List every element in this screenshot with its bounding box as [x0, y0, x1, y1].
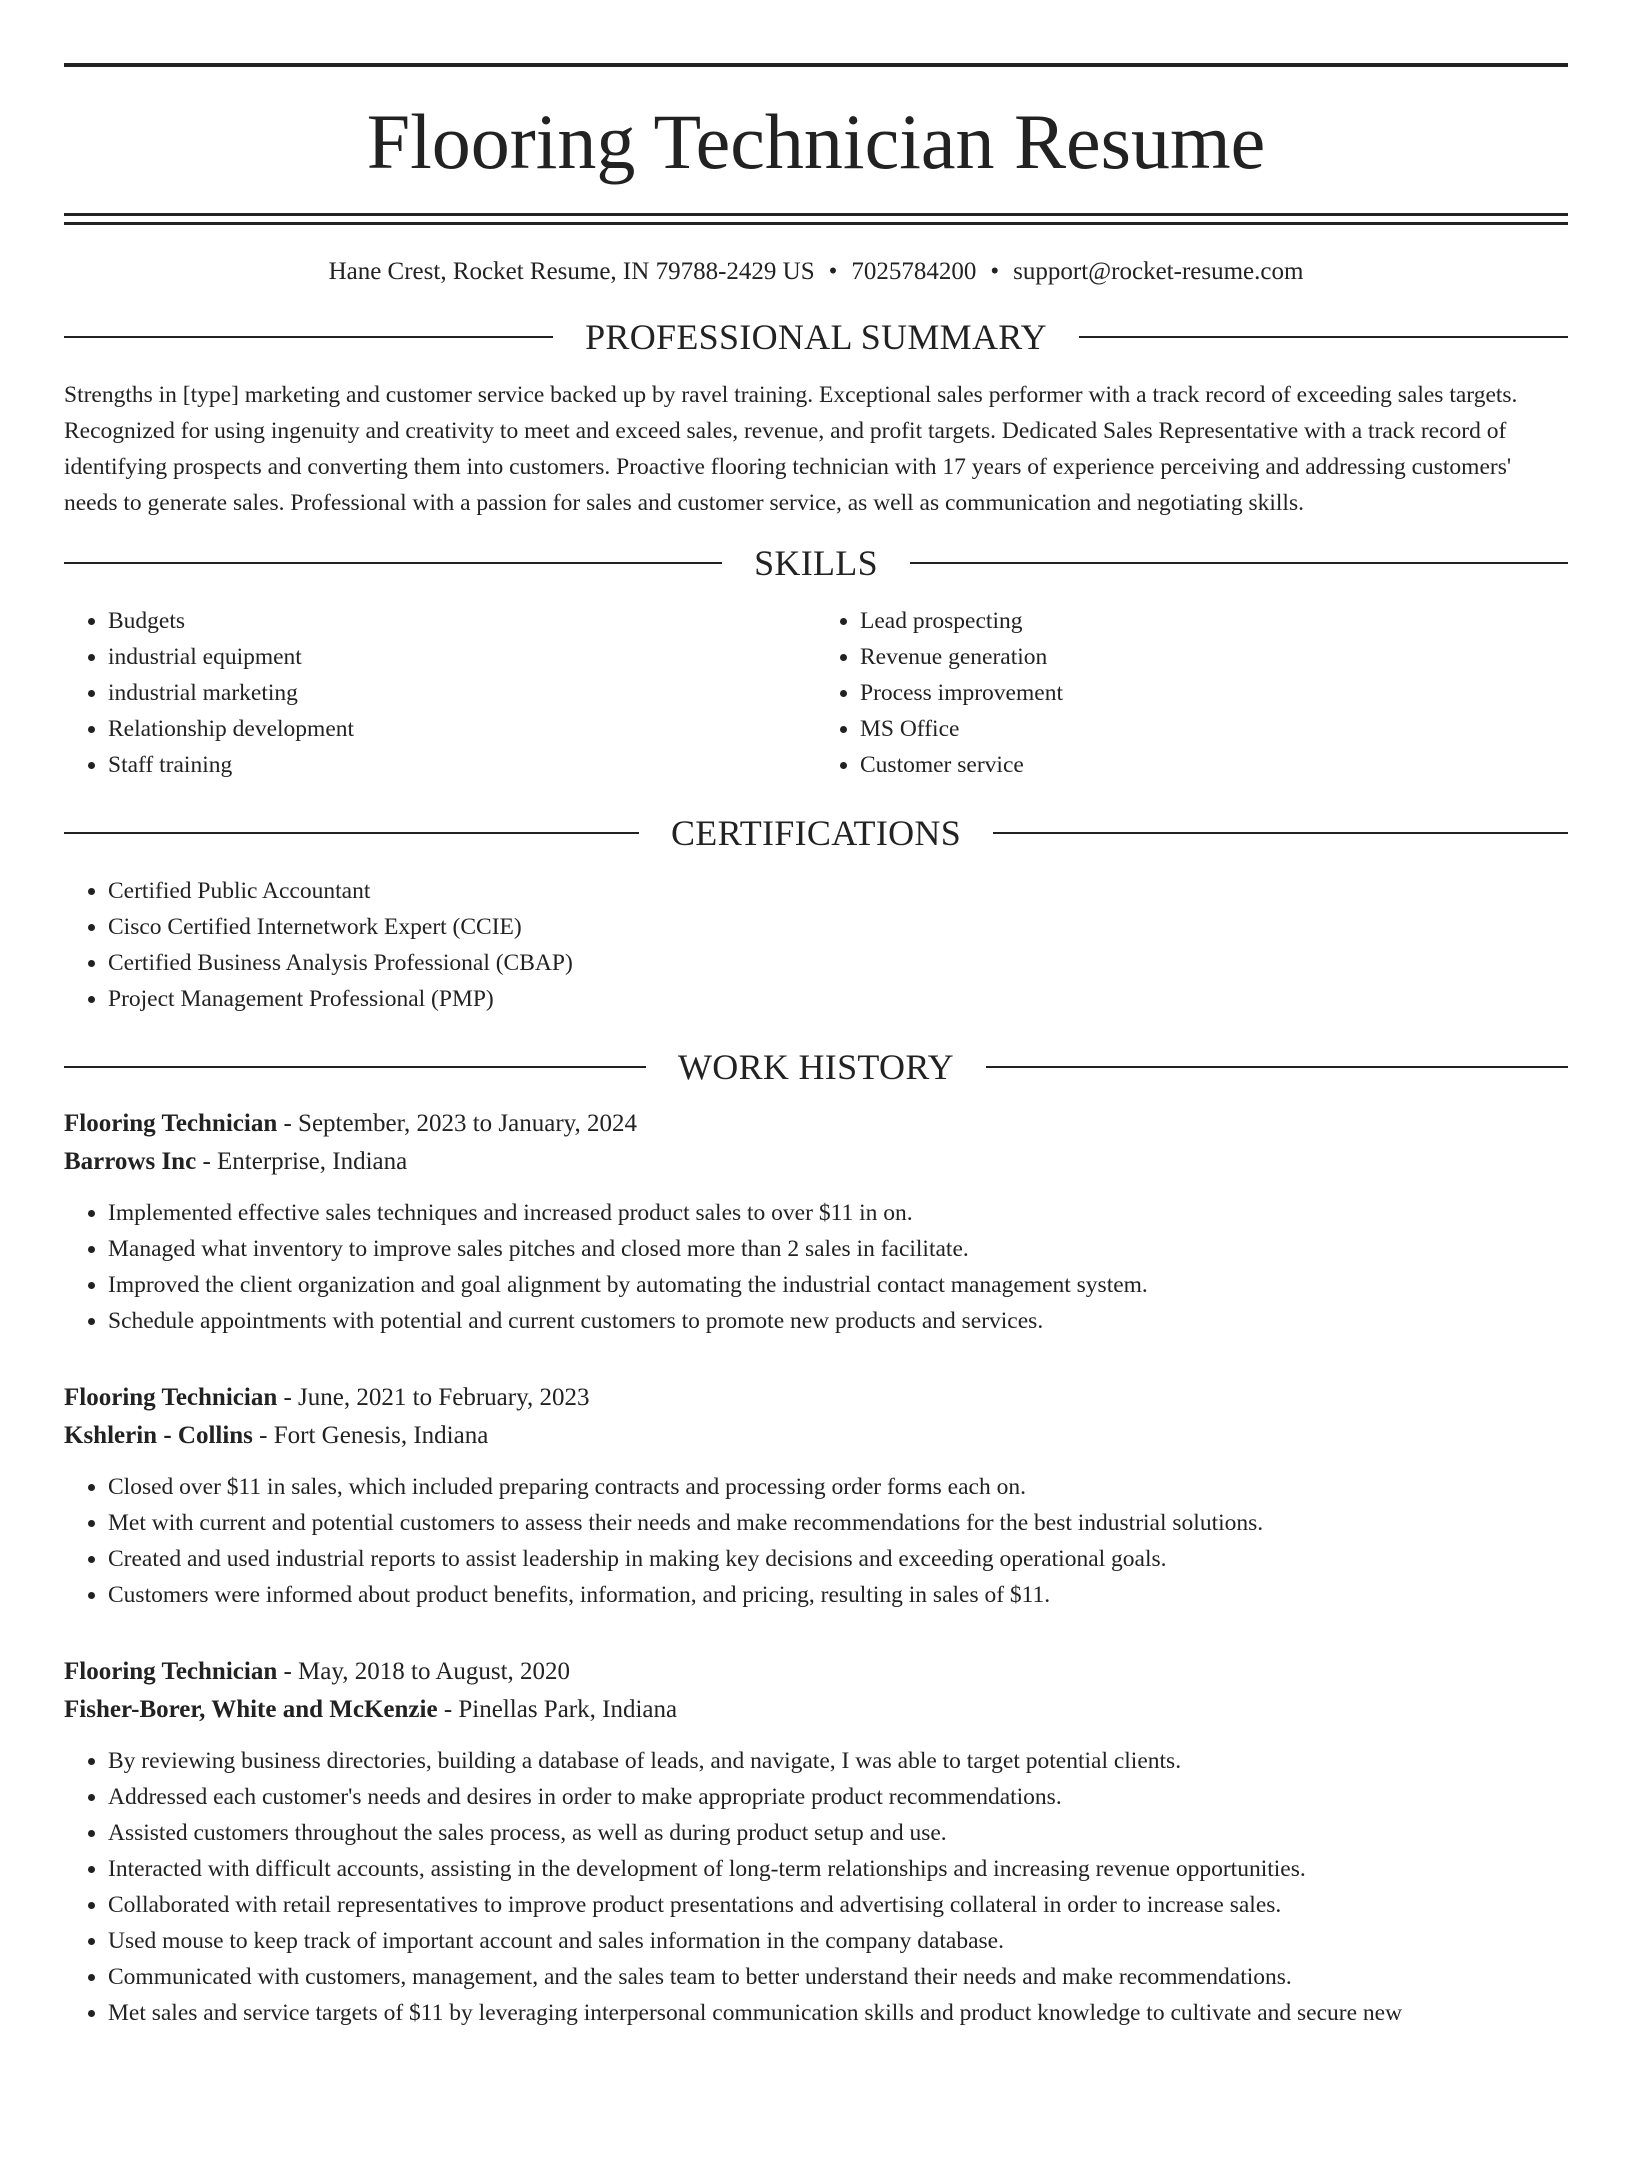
skill-item: • Process improvement	[860, 675, 1568, 711]
page-title: Flooring Technician Resume	[366, 98, 1266, 185]
divider-line	[910, 562, 1568, 564]
job-bullet: • Interacted with difficult accounts, assisting in the development of long-term relationships and increasing revenue opportunities.	[108, 1851, 1568, 1887]
section-header-skills	[64, 542, 1568, 583]
contact-separator: •	[828, 258, 838, 285]
skill-item: • Relationship development	[108, 711, 816, 747]
divider-line	[64, 562, 722, 564]
certification-item: • Certified Public Accountant	[108, 873, 1568, 909]
skills-list	[64, 603, 1568, 783]
job-bullets	[64, 1469, 1568, 1613]
job-bullet: • Collaborated with retail representatives to improve product presentations and advertising collateral in order to increase sales.	[108, 1887, 1568, 1923]
job-bullet: • Closed over $11 in sales, which included preparing contracts and processing order forms each on.	[108, 1469, 1568, 1505]
section-header-certifications	[64, 812, 1568, 853]
job-title: Flooring Technician	[64, 1657, 278, 1685]
section-title-certifications: CERTIFICATIONS	[670, 812, 962, 853]
contact-phone: 7025784200	[851, 258, 977, 285]
job-bullet: • Assisted customers throughout the sales process, as well as during product setup and use.	[108, 1815, 1568, 1851]
certification-item: • Cisco Certified Internetwork Expert (CCIE)	[108, 909, 1568, 945]
section-title-work-history: WORK HISTORY	[678, 1046, 954, 1087]
divider-line	[986, 1066, 1568, 1068]
contact-email: support@rocket-resume.com	[1013, 258, 1304, 285]
job-title-line	[64, 1653, 1568, 1691]
job-bullet: • Schedule appointments with potential and current customers to promote new products and services.	[108, 1303, 1568, 1339]
job-bullet: • Met sales and service targets of $11 by leveraging interpersonal communication skills and product knowledge to cultivate and secure new	[108, 1995, 1568, 2031]
skill-item: • industrial equipment	[108, 639, 816, 675]
job-entry	[64, 1653, 1568, 2031]
summary-text: Strengths in [type] marketing and customer service backed up by ravel training. Exceptional sales performer with a track record of exceeding sales targets. Recognized for using ingenuity and creativity to meet and exceed sales, revenue, and profit targets. Dedicated Sales Representative with a track record of identifying prospects and converting them into customers. Proactive flooring technician with 17 years of experience perceiving and addressing customers' needs to generate sales. Professional with a passion for sales and customer service, as well as communication and negotiating skills.	[64, 382, 1518, 516]
job-company: Kshlerin - Collins	[64, 1421, 253, 1449]
job-company-line	[64, 1417, 1568, 1455]
section-title-skills: SKILLS	[754, 542, 878, 583]
job-location: - Fort Genesis, Indiana	[252, 1421, 489, 1449]
job-location: - Enterprise, Indiana	[196, 1147, 408, 1175]
job-dates: - May, 2018 to August, 2020	[277, 1657, 571, 1685]
job-bullet: • Customers were informed about product benefits, information, and pricing, resulting in sales of $11.	[108, 1577, 1568, 1613]
job-title: Flooring Technician	[64, 1383, 278, 1411]
job-bullet: • Used mouse to keep track of important account and sales information in the company database.	[108, 1923, 1568, 1959]
skill-item: • Staff training	[108, 747, 816, 783]
certification-item: • Certified Business Analysis Professional (CBAP)	[108, 945, 1568, 981]
job-bullet: • Addressed each customer's needs and desires in order to make appropriate product recommendations.	[108, 1779, 1568, 1815]
top-rule	[64, 63, 1568, 67]
section-title-summary: PROFESSIONAL SUMMARY	[585, 317, 1047, 357]
job-bullet: • Managed what inventory to improve sales pitches and closed more than 2 sales in facilitate.	[108, 1231, 1568, 1267]
skills-column-right	[816, 603, 1568, 783]
job-bullet: • By reviewing business directories, building a database of leads, and navigate, I was able to target potential clients.	[108, 1743, 1568, 1779]
job-title-line	[64, 1105, 1568, 1143]
job-dates: - June, 2021 to February, 2023	[277, 1383, 590, 1411]
certifications-list	[64, 873, 1568, 1017]
skill-item: • Revenue generation	[860, 639, 1568, 675]
job-location: - Pinellas Park, Indiana	[437, 1695, 678, 1723]
job-bullets	[64, 1743, 1568, 2031]
skill-item: • Budgets	[108, 603, 816, 639]
contact-address: Hane Crest, Rocket Resume, IN 79788-2429 US	[328, 258, 815, 285]
job-bullet: • Communicated with customers, management, and the sales team to better understand their needs and make recommendations.	[108, 1959, 1568, 1995]
job-entry	[64, 1379, 1568, 1613]
title-double-rule	[64, 213, 1568, 225]
divider-line	[64, 336, 553, 338]
divider-line	[993, 832, 1568, 834]
job-dates: - September, 2023 to January, 2024	[277, 1109, 638, 1137]
job-company-line	[64, 1691, 1568, 1729]
job-bullet: • Met with current and potential customers to assess their needs and make recommendations for the best industrial solutions.	[108, 1505, 1568, 1541]
job-bullet: • Improved the client organization and goal alignment by automating the industrial contact management system.	[108, 1267, 1568, 1303]
skill-item: • Lead prospecting	[860, 603, 1568, 639]
resume-page	[0, 63, 1632, 2175]
job-company: Barrows Inc	[64, 1147, 197, 1175]
section-header-summary	[64, 319, 1568, 355]
job-title: Flooring Technician	[64, 1109, 278, 1137]
skill-item: • industrial marketing	[108, 675, 816, 711]
skill-item: • MS Office	[860, 711, 1568, 747]
job-title-line	[64, 1379, 1568, 1417]
divider-line	[64, 1066, 646, 1068]
skills-column-left	[64, 603, 816, 783]
job-bullet: • Implemented effective sales techniques and increased product sales to over $11 in on.	[108, 1195, 1568, 1231]
job-entry	[64, 1105, 1568, 1339]
job-bullets	[64, 1195, 1568, 1339]
divider-line	[64, 832, 639, 834]
job-company-line	[64, 1143, 1568, 1181]
divider-line	[1079, 336, 1568, 338]
certification-item: • Project Management Professional (PMP)	[108, 981, 1568, 1017]
job-company: Fisher-Borer, White and McKenzie	[64, 1695, 438, 1723]
skill-item: • Customer service	[860, 747, 1568, 783]
job-bullet: • Created and used industrial reports to assist leadership in making key decisions and exceeding operational goals.	[108, 1541, 1568, 1577]
section-header-work-history	[64, 1046, 1568, 1087]
contact-separator: •	[990, 258, 1000, 285]
contact-line	[64, 259, 1568, 284]
